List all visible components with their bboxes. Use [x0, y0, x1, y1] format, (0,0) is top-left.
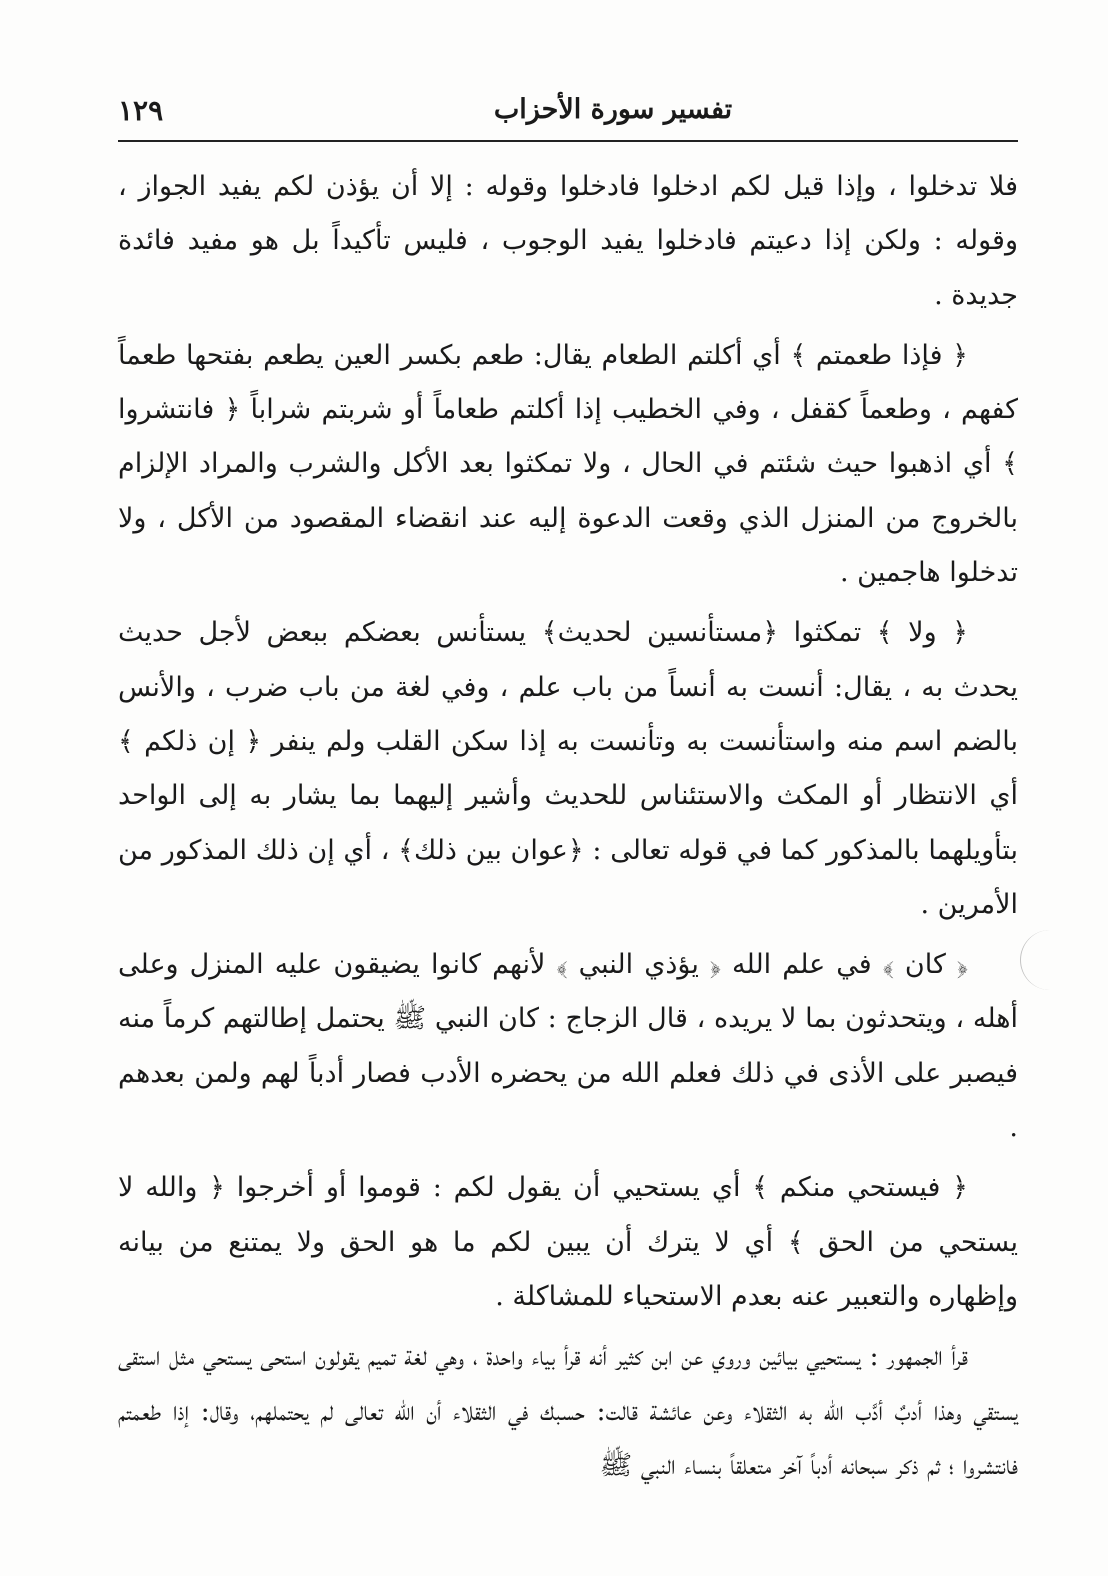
paragraph-3: ﴿ ولا ﴾ تمكثوا ﴿مستأنسين لحديث﴾ يستأنس بعضكم ببعض لأجل حديث يحدث به ، يقال: أنست به أنساً من باب علم ، وفي لغة من باب ضرب ، والأنس بالضم اسم منه واستأنست به وتأنست به إذا سكن القلب ولم ينفر ﴿ إن ذلكم ﴾ أي الانتظار أو المكث والاستئناس للحديث وأشير إليهما بما يشار به إلى الواحد بتأويلهما بالمذكور كما في قوله تعالى : ﴿عوان بين ذلك﴾ ، أي إن ذلك المذكور من الأمرين .: [118, 617, 1018, 920]
paragraph-4: ﴿ كان ﴾ في علم الله ﴿ يؤذي النبي ﴾ لأنهم كانوا يضيقون عليه المنزل وعلى أهله ، ويتحدثون بما لا يريده ، قال الزجاج : كان النبي ﷺ يحتمل إطالتهم كرماً منه فيصبر على الأذى في ذلك فعلم الله من يحضره الأدب فصار أدباً لهم ولمن بعدهم .: [118, 949, 1018, 1144]
margin-bracket-mark: [1020, 930, 1061, 990]
running-header: [118, 92, 1018, 132]
header-divider: [118, 140, 1018, 142]
paragraph-6: قرأ الجمهور : يستحيي بيائين وروي عن ابن كثير أنه قرأ بياء واحدة ، وهي لغة تميم يقولون استحى يستحي مثل استقى يستقي وهذا أدبٌ أدَّب الله به الثقلاء وعن عائشة قالت: حسبك في الثقلاء أن الله تعالى لم يحتملهم، وقال: إذا طعمتم فانتشروا ؛ ثم ذكر سبحانه أدباً آخر متعلقاً بنساء النبي ﷺ: [118, 1341, 1018, 1481]
paragraph-1: فلا تدخلوا ، وإذا قيل لكم ادخلوا فادخلوا وقوله : إلا أن يؤذن لكم يفيد الجواز ، وقوله : ولكن إذا دعيتم فادخلوا يفيد الوجوب ، فليس تأكيداً بل هو مفيد فائدة جديدة .: [118, 171, 1018, 311]
paragraph-5: ﴿ فيستحي منكم ﴾ أي يستحيي أن يقول لكم : قوموا أو أخرجوا ﴿ والله لا يستحي من الحق ﴾ أي لا يترك أن يبين لكم ما هو الحق ولا يمتنع من بيانه وإظهاره والتعبير عنه بعدم الاستحياء للمشاكلة .: [118, 1172, 1018, 1312]
tafsir-body: [118, 160, 1018, 1499]
paragraph-2: ﴿ فإذا طعمتم ﴾ أي أكلتم الطعام يقال: طعم بكسر العين يطعم بفتحها طعماً كفهم ، وطعماً كقفل ، وفي الخطيب إذا أكلتم طعاماً أو شربتم شراباً ﴿ فانتشروا ﴾ أي اذهبوا حيث شئتم في الحال ، ولا تمكثوا بعد الأكل والشرب والمراد الإلزام بالخروج من المنزل الذي وقعت الدعوة إليه عند انقضاء المقصود من الأكل ، ولا تدخلوا هاجمين .: [118, 339, 1018, 589]
page-number: ١٢٩: [118, 94, 164, 127]
running-title: تفسير سورة الأحزاب: [493, 94, 733, 125]
